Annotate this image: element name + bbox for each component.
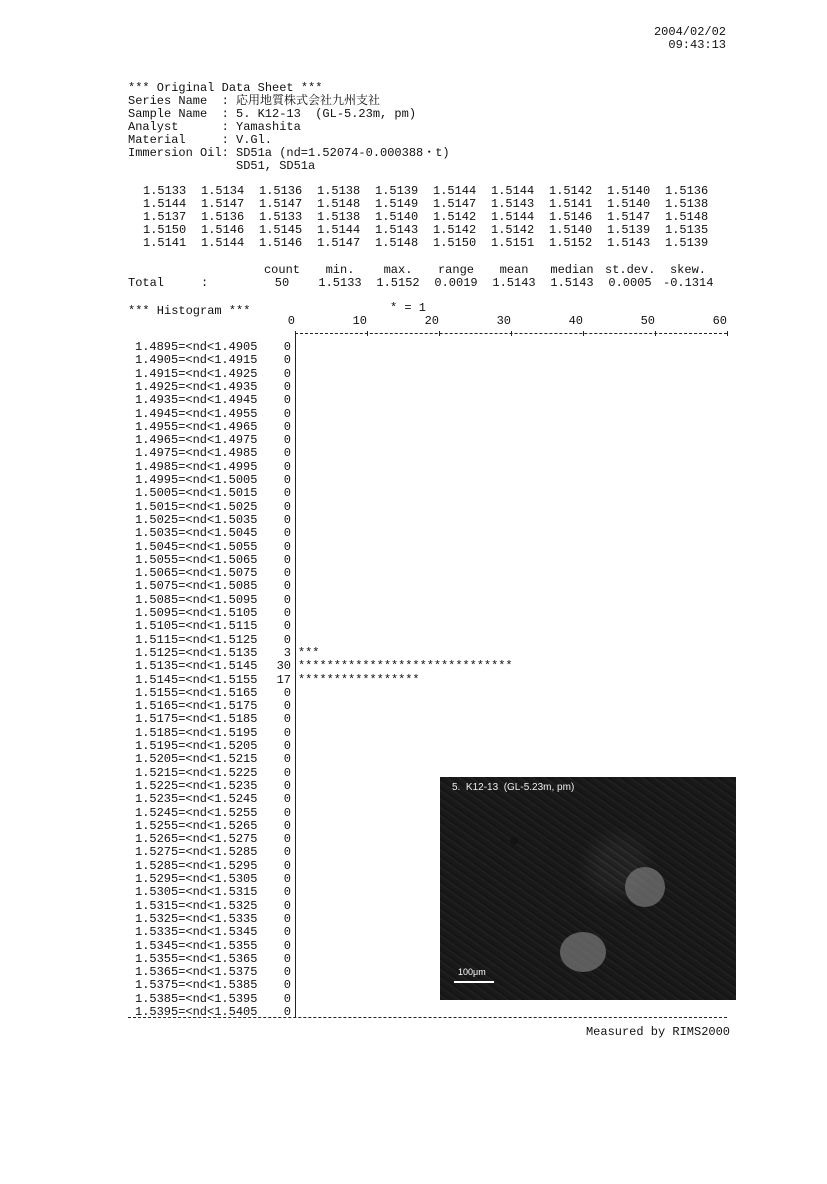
data-cell: 1.5144 bbox=[201, 236, 245, 250]
meta-label: Analyst : bbox=[128, 120, 229, 134]
bin-count: 0 bbox=[283, 792, 291, 807]
bin-range: 1.5295=<nd<1.5305 bbox=[135, 872, 258, 886]
axis-tick-label: 20 bbox=[424, 314, 439, 328]
bin-count: 17 bbox=[276, 672, 291, 687]
data-cell: 1.5133 bbox=[143, 184, 187, 198]
bin-count: 0 bbox=[283, 978, 291, 993]
data-cell: 1.5147 bbox=[607, 210, 651, 224]
stats-value: 1.5143 bbox=[492, 276, 536, 290]
bin-range: 1.5395=<nd<1.5405 bbox=[135, 1005, 258, 1019]
data-cell: 1.5140 bbox=[607, 184, 651, 198]
bin-range: 1.4995=<nd<1.5005 bbox=[135, 473, 258, 487]
bin-count: 0 bbox=[283, 499, 291, 514]
axis-tick-label: 0 bbox=[287, 314, 295, 328]
data-cell: 1.5142 bbox=[491, 223, 535, 237]
bin-range: 1.5125=<nd<1.5135 bbox=[135, 645, 258, 660]
print-time: 09:43:13 bbox=[668, 38, 726, 52]
data-cell: 1.5146 bbox=[549, 210, 593, 224]
histogram-bottom-axis bbox=[128, 1017, 727, 1018]
meta-label: Sample Name : bbox=[128, 107, 229, 121]
bin-range: 1.5065=<nd<1.5075 bbox=[135, 566, 258, 581]
bin-range: 1.5075=<nd<1.5085 bbox=[135, 579, 258, 594]
bin-bar: ***************** bbox=[298, 672, 420, 687]
bin-range: 1.5095=<nd<1.5105 bbox=[135, 606, 258, 620]
bin-count: 0 bbox=[283, 393, 291, 408]
data-cell: 1.5139 bbox=[375, 184, 419, 198]
stats-value: 0.0005 bbox=[608, 276, 652, 290]
bin-range: 1.4985=<nd<1.4995 bbox=[135, 459, 258, 474]
bin-count: 0 bbox=[283, 526, 291, 541]
stats-header: skew. bbox=[669, 263, 706, 277]
photo-scale-label: 100μm bbox=[458, 967, 486, 977]
bin-count: 0 bbox=[283, 991, 291, 1006]
bin-range: 1.4915=<nd<1.4925 bbox=[135, 366, 258, 381]
bin-range: 1.5265=<nd<1.5275 bbox=[135, 832, 258, 847]
bin-count: 0 bbox=[283, 459, 291, 474]
bin-range: 1.5305=<nd<1.5315 bbox=[135, 885, 258, 900]
bin-range: 1.5315=<nd<1.5325 bbox=[135, 898, 258, 913]
bin-range: 1.5175=<nd<1.5185 bbox=[135, 712, 258, 727]
data-cell: 1.5138 bbox=[317, 210, 361, 224]
bin-range: 1.5185=<nd<1.5195 bbox=[135, 725, 258, 740]
data-cell: 1.5139 bbox=[665, 236, 709, 250]
histogram-baseline bbox=[295, 333, 296, 1017]
stats-header: min. bbox=[325, 263, 355, 277]
bin-count: 0 bbox=[283, 566, 291, 581]
data-cell: 1.5138 bbox=[317, 184, 361, 198]
bin-count: 0 bbox=[283, 699, 291, 714]
stats-colon: : bbox=[201, 276, 209, 290]
bin-count: 0 bbox=[283, 1005, 291, 1019]
bin-range: 1.5345=<nd<1.5355 bbox=[135, 938, 258, 953]
data-cell: 1.5148 bbox=[375, 236, 419, 250]
stats-header: median bbox=[550, 263, 594, 277]
bin-count: 0 bbox=[283, 606, 291, 620]
bin-range: 1.5135=<nd<1.5145 bbox=[135, 659, 258, 674]
bin-count: 0 bbox=[283, 951, 291, 966]
bin-range: 1.5045=<nd<1.5055 bbox=[135, 539, 258, 554]
bin-count: 0 bbox=[283, 765, 291, 780]
data-cell: 1.5141 bbox=[143, 236, 187, 250]
meta-label: Series Name : bbox=[128, 94, 229, 108]
bin-range: 1.5055=<nd<1.5065 bbox=[135, 552, 258, 567]
stats-header: mean bbox=[499, 263, 529, 277]
data-cell: 1.5134 bbox=[201, 184, 245, 198]
bin-range: 1.5035=<nd<1.5045 bbox=[135, 526, 258, 541]
footer-measured-by: Measured by RIMS2000 bbox=[585, 1025, 730, 1039]
bin-range: 1.5015=<nd<1.5025 bbox=[135, 499, 258, 514]
bin-range: 1.4975=<nd<1.4985 bbox=[135, 446, 258, 461]
meta-label: Material : bbox=[128, 133, 229, 147]
stats-value: -0.1314 bbox=[663, 276, 714, 290]
stats-value: 1.5133 bbox=[318, 276, 362, 290]
bin-range: 1.5235=<nd<1.5245 bbox=[135, 792, 258, 807]
data-cell: 1.5144 bbox=[143, 197, 187, 211]
bin-count: 0 bbox=[283, 433, 291, 448]
bin-range: 1.5225=<nd<1.5235 bbox=[135, 778, 258, 793]
data-cell: 1.5149 bbox=[375, 197, 419, 211]
bin-range: 1.4895=<nd<1.4905 bbox=[135, 340, 258, 354]
data-cell: 1.5144 bbox=[433, 184, 477, 198]
bin-range: 1.5025=<nd<1.5035 bbox=[135, 512, 258, 527]
data-cell: 1.5142 bbox=[433, 210, 477, 224]
bin-count: 0 bbox=[283, 473, 291, 487]
data-cell: 1.5146 bbox=[201, 223, 245, 237]
axis-tick-label: 10 bbox=[352, 314, 367, 328]
bin-range: 1.5165=<nd<1.5175 bbox=[135, 699, 258, 714]
bin-count: 0 bbox=[283, 872, 291, 886]
bin-range: 1.5105=<nd<1.5115 bbox=[135, 619, 258, 634]
bin-count: 0 bbox=[283, 805, 291, 820]
bin-count: 0 bbox=[283, 911, 291, 926]
bin-count: 0 bbox=[283, 379, 291, 394]
bin-count: 0 bbox=[283, 898, 291, 913]
bin-count: 0 bbox=[283, 725, 291, 740]
bin-count: 0 bbox=[283, 486, 291, 501]
data-cell: 1.5152 bbox=[549, 236, 593, 250]
histogram-scale-note: * = 1 bbox=[390, 301, 427, 315]
data-cell: 1.5141 bbox=[549, 197, 593, 211]
data-cell: 1.5147 bbox=[317, 236, 361, 250]
bin-range: 1.5365=<nd<1.5375 bbox=[135, 965, 258, 980]
bin-count: 0 bbox=[283, 579, 291, 594]
stats-header: st.dev. bbox=[605, 263, 656, 277]
sample-photomicrograph bbox=[440, 777, 736, 1000]
meta-value: 応用地質株式会社九州支社 bbox=[236, 94, 381, 108]
axis-tick-label: 50 bbox=[640, 314, 655, 328]
bin-count: 0 bbox=[283, 739, 291, 753]
data-cell: 1.5144 bbox=[317, 223, 361, 237]
print-date: 2004/02/02 bbox=[653, 25, 726, 39]
bin-range: 1.4925=<nd<1.4935 bbox=[135, 379, 258, 394]
bin-count: 0 bbox=[283, 619, 291, 634]
bin-range: 1.5085=<nd<1.5095 bbox=[135, 592, 258, 607]
bin-count: 0 bbox=[283, 632, 291, 647]
bin-range: 1.5245=<nd<1.5255 bbox=[135, 805, 258, 820]
meta-value: 5. K12-13 (GL-5.23m, pm) bbox=[236, 107, 417, 121]
histogram-title: *** Histogram *** bbox=[128, 304, 251, 318]
bin-range: 1.5205=<nd<1.5215 bbox=[135, 752, 258, 767]
data-cell: 1.5136 bbox=[259, 184, 303, 198]
data-cell: 1.5147 bbox=[201, 197, 245, 211]
stats-value: 50 bbox=[274, 276, 290, 290]
sheet-title: *** Original Data Sheet *** bbox=[128, 81, 323, 95]
data-cell: 1.5137 bbox=[143, 210, 187, 224]
data-cell: 1.5142 bbox=[549, 184, 593, 198]
data-cell: 1.5144 bbox=[491, 210, 535, 224]
bin-count: 0 bbox=[283, 419, 291, 434]
bin-range: 1.5275=<nd<1.5285 bbox=[135, 845, 258, 860]
bin-range: 1.5195=<nd<1.5205 bbox=[135, 739, 258, 753]
bin-count: 30 bbox=[276, 659, 291, 674]
meta-value: Yamashita bbox=[236, 120, 301, 134]
bin-count: 0 bbox=[283, 778, 291, 793]
bin-count: 0 bbox=[283, 340, 291, 354]
bin-count: 0 bbox=[283, 832, 291, 847]
photo-caption: 5. K12-13 (GL-5.23m, pm) bbox=[452, 782, 575, 793]
bin-count: 0 bbox=[283, 712, 291, 727]
data-cell: 1.5136 bbox=[665, 184, 709, 198]
data-cell: 1.5140 bbox=[549, 223, 593, 237]
axis-tick-label: 30 bbox=[496, 314, 511, 328]
data-cell: 1.5151 bbox=[491, 236, 535, 250]
axis-tick-label: 40 bbox=[568, 314, 583, 328]
bin-count: 0 bbox=[283, 353, 291, 368]
bin-count: 0 bbox=[283, 406, 291, 421]
bin-count: 0 bbox=[283, 685, 291, 700]
meta-value: SD51a (nd=1.52074-0.000388・t) bbox=[236, 146, 450, 160]
stats-value: 1.5152 bbox=[376, 276, 420, 290]
bin-count: 0 bbox=[283, 845, 291, 860]
data-cell: 1.5143 bbox=[607, 236, 651, 250]
axis-tick-label: 60 bbox=[712, 314, 727, 328]
bin-range: 1.5285=<nd<1.5295 bbox=[135, 858, 258, 873]
data-cell: 1.5143 bbox=[491, 197, 535, 211]
data-cell: 1.5146 bbox=[259, 236, 303, 250]
data-cell: 1.5147 bbox=[433, 197, 477, 211]
bin-range: 1.4965=<nd<1.4975 bbox=[135, 433, 258, 448]
bin-range: 1.4905=<nd<1.4915 bbox=[135, 353, 258, 368]
data-cell: 1.5150 bbox=[433, 236, 477, 250]
data-cell: 1.5133 bbox=[259, 210, 303, 224]
bin-count: 0 bbox=[283, 539, 291, 554]
bin-bar: *** bbox=[298, 645, 320, 660]
bin-count: 0 bbox=[283, 592, 291, 607]
bin-range: 1.4955=<nd<1.4965 bbox=[135, 419, 258, 434]
bin-count: 3 bbox=[283, 645, 291, 660]
stats-header: max. bbox=[383, 263, 413, 277]
bin-count: 0 bbox=[283, 446, 291, 461]
bin-range: 1.5215=<nd<1.5225 bbox=[135, 765, 258, 780]
data-cell: 1.5144 bbox=[491, 184, 535, 198]
histogram-top-axis bbox=[295, 333, 727, 334]
bin-range: 1.4945=<nd<1.4955 bbox=[135, 406, 258, 421]
stats-header: count bbox=[263, 263, 300, 277]
bin-count: 0 bbox=[283, 925, 291, 940]
bin-range: 1.5115=<nd<1.5125 bbox=[135, 632, 258, 647]
bin-count: 0 bbox=[283, 858, 291, 873]
bin-range: 1.5385=<nd<1.5395 bbox=[135, 991, 258, 1006]
data-cell: 1.5140 bbox=[375, 210, 419, 224]
bin-count: 0 bbox=[283, 512, 291, 527]
bin-range: 1.5355=<nd<1.5365 bbox=[135, 951, 258, 966]
data-cell: 1.5140 bbox=[607, 197, 651, 211]
data-cell: 1.5148 bbox=[665, 210, 709, 224]
bin-count: 0 bbox=[283, 366, 291, 381]
bin-count: 0 bbox=[283, 885, 291, 900]
meta-value: SD51, SD51a bbox=[236, 159, 316, 173]
data-cell: 1.5142 bbox=[433, 223, 477, 237]
bin-range: 1.5375=<nd<1.5385 bbox=[135, 978, 258, 993]
meta-value: V.Gl. bbox=[236, 133, 273, 147]
bin-range: 1.5005=<nd<1.5015 bbox=[135, 486, 258, 501]
bin-count: 0 bbox=[283, 938, 291, 953]
data-cell: 1.5150 bbox=[143, 223, 187, 237]
stats-value: 1.5143 bbox=[550, 276, 594, 290]
bin-range: 1.5255=<nd<1.5265 bbox=[135, 818, 258, 833]
bin-count: 0 bbox=[283, 818, 291, 833]
stats-header: range bbox=[437, 263, 474, 277]
bin-count: 0 bbox=[283, 965, 291, 980]
bin-range: 1.5145=<nd<1.5155 bbox=[135, 672, 258, 687]
axis-tick-mark bbox=[727, 331, 728, 336]
data-cell: 1.5139 bbox=[607, 223, 651, 237]
meta-label: Immersion Oil: bbox=[128, 146, 229, 160]
stats-row-label: Total bbox=[128, 276, 165, 290]
bin-count: 0 bbox=[283, 552, 291, 567]
data-cell: 1.5145 bbox=[259, 223, 303, 237]
bin-bar: ****************************** bbox=[298, 659, 513, 674]
bin-range: 1.4935=<nd<1.4945 bbox=[135, 393, 258, 408]
bin-range: 1.5155=<nd<1.5165 bbox=[135, 685, 258, 700]
stats-value: 0.0019 bbox=[434, 276, 478, 290]
data-cell: 1.5138 bbox=[665, 197, 709, 211]
bin-range: 1.5325=<nd<1.5335 bbox=[135, 911, 258, 926]
data-cell: 1.5135 bbox=[665, 223, 709, 237]
bin-range: 1.5335=<nd<1.5345 bbox=[135, 925, 258, 940]
photo-scale-bar bbox=[454, 981, 494, 983]
data-cell: 1.5143 bbox=[375, 223, 419, 237]
bin-count: 0 bbox=[283, 752, 291, 767]
data-cell: 1.5147 bbox=[259, 197, 303, 211]
data-cell: 1.5148 bbox=[317, 197, 361, 211]
data-cell: 1.5136 bbox=[201, 210, 245, 224]
